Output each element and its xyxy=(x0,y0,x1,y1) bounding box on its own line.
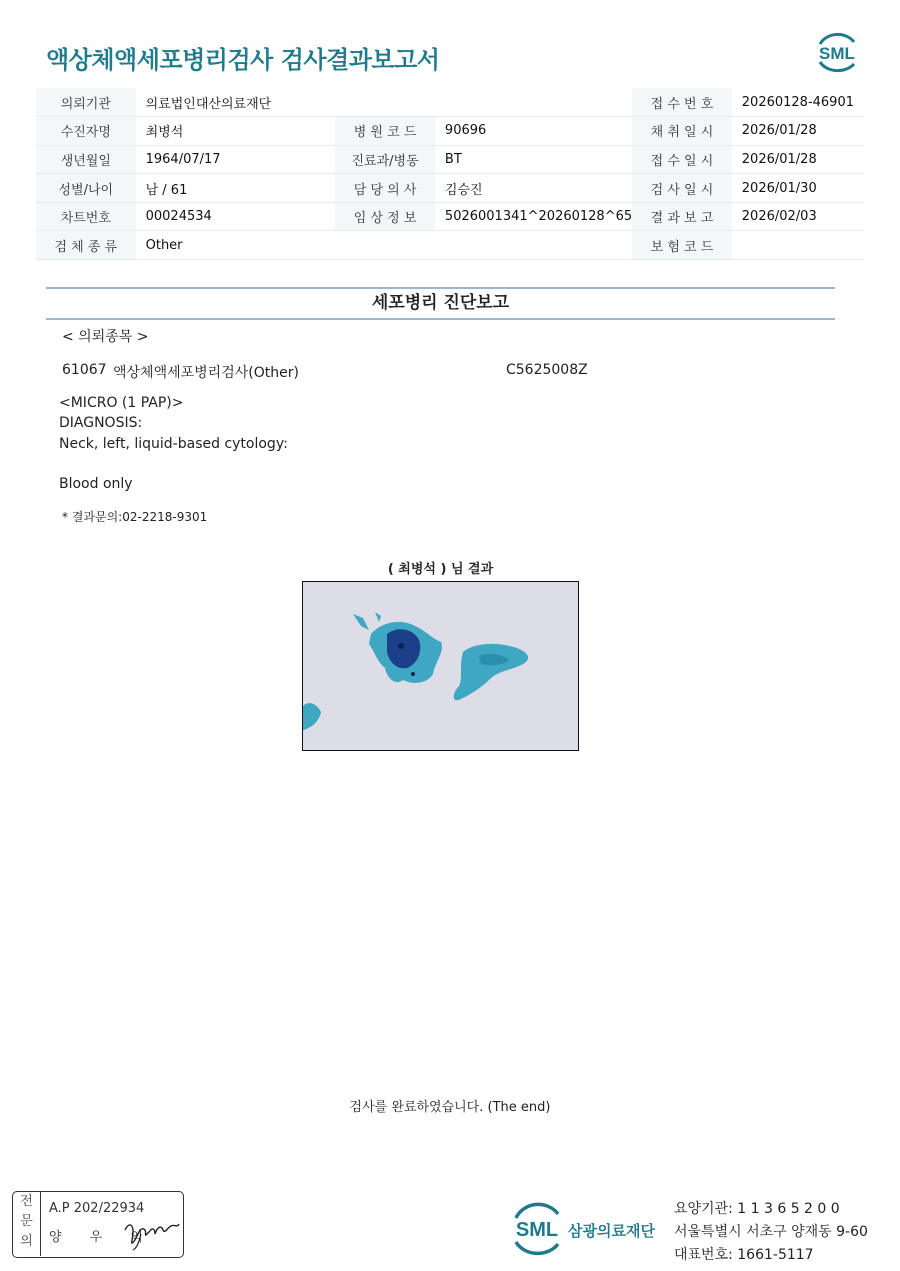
info-value: 00024534 xyxy=(136,202,336,231)
info-label: 담 당 의 사 xyxy=(335,174,435,203)
order-code: 61067 xyxy=(62,362,107,378)
sml-footer-logo-text: SML xyxy=(515,1219,559,1241)
specialist-stamp xyxy=(12,1191,184,1258)
info-label: 접 수 번 호 xyxy=(632,88,732,117)
info-row xyxy=(36,202,864,231)
info-value: 김승진 xyxy=(435,174,632,203)
info-value: 1964/07/17 xyxy=(136,145,336,174)
info-label: 수진자명 xyxy=(36,117,136,146)
signature-icon xyxy=(121,1204,183,1252)
image-caption: ( 최병석 ) 님 결과 xyxy=(387,562,494,577)
info-row xyxy=(36,117,864,146)
info-label: 차트번호 xyxy=(36,202,136,231)
info-label: 결 과 보 고 xyxy=(632,202,732,231)
diagnosis-label: DIAGNOSIS: xyxy=(59,415,143,431)
order-name: 액상체액세포병리검사(Other) xyxy=(113,365,299,381)
sml-logo-text: SML xyxy=(819,44,855,63)
info-label: 병 원 코 드 xyxy=(335,117,435,146)
phone: 대표번호: 1661-5117 xyxy=(674,1247,814,1263)
section-title: 세포병리 진단보고 xyxy=(371,293,510,313)
info-label: 임 상 정 보 xyxy=(335,202,435,231)
stamp-side-char: 문 xyxy=(20,1214,33,1229)
info-label: 채 취 일 시 xyxy=(632,117,732,146)
info-value: Other xyxy=(136,231,633,260)
stamp-side-char: 의 xyxy=(20,1234,33,1249)
info-row xyxy=(36,88,864,117)
end-text: 검사를 완료하였습니다. (The end) xyxy=(349,1100,551,1115)
org-name: 삼광의료재단 xyxy=(568,1222,655,1240)
info-label: 의뢰기관 xyxy=(36,88,136,117)
stamp-license: A.P 202/22934 xyxy=(49,1201,145,1216)
diagnosis-result: Blood only xyxy=(59,476,133,492)
info-value: 의료법인대산의료재단 xyxy=(136,88,633,117)
order-id: C5625008Z xyxy=(506,362,588,378)
sml-footer-logo xyxy=(508,1198,566,1258)
info-label: 성별/나이 xyxy=(36,174,136,203)
section-rule-bottom xyxy=(46,318,835,320)
report-title: 액상체액세포병리검사 검사결과보고서 xyxy=(46,46,440,74)
info-label: 진료과/병동 xyxy=(335,145,435,174)
info-value: 20260128-46901 xyxy=(732,88,864,117)
info-value: 남 / 61 xyxy=(136,174,336,203)
diagnosis-site: Neck, left, liquid-based cytology: xyxy=(59,436,288,452)
info-row xyxy=(36,145,864,174)
info-row xyxy=(36,174,864,203)
info-row xyxy=(36,231,864,260)
info-label: 검 체 종 류 xyxy=(36,231,136,260)
stamp-side-char: 전 xyxy=(20,1194,33,1209)
sml-logo xyxy=(812,30,862,74)
info-value: 90696 xyxy=(435,117,632,146)
stamp-side-label xyxy=(13,1192,41,1256)
info-value: BT xyxy=(435,145,632,174)
institution-code: 요양기관: 1 1 3 6 5 2 0 0 xyxy=(674,1201,840,1217)
info-value: 2026/01/28 xyxy=(732,145,864,174)
info-value: 2026/01/30 xyxy=(732,174,864,203)
info-label: 접 수 일 시 xyxy=(632,145,732,174)
info-label: 검 사 일 시 xyxy=(632,174,732,203)
inquiry-text: * 결과문의:02-2218-9301 xyxy=(62,510,208,524)
info-value: 최병석 xyxy=(136,117,336,146)
patient-info-table xyxy=(36,88,864,260)
info-label: 생년월일 xyxy=(36,145,136,174)
stamp-doctor-name: 양 우 익 xyxy=(49,1230,155,1245)
address: 서울특별시 서초구 양재동 9-60 xyxy=(674,1224,868,1240)
order-heading: < 의뢰종목 > xyxy=(62,329,149,345)
info-label: 보 험 코 드 xyxy=(632,231,732,260)
info-value xyxy=(732,231,864,260)
info-value: 5026001341^20260128^65 xyxy=(435,202,632,231)
info-value: 2026/02/03 xyxy=(732,202,864,231)
cytology-image xyxy=(302,581,579,751)
info-value: 2026/01/28 xyxy=(732,117,864,146)
micro-label: <MICRO (1 PAP)> xyxy=(59,395,184,411)
